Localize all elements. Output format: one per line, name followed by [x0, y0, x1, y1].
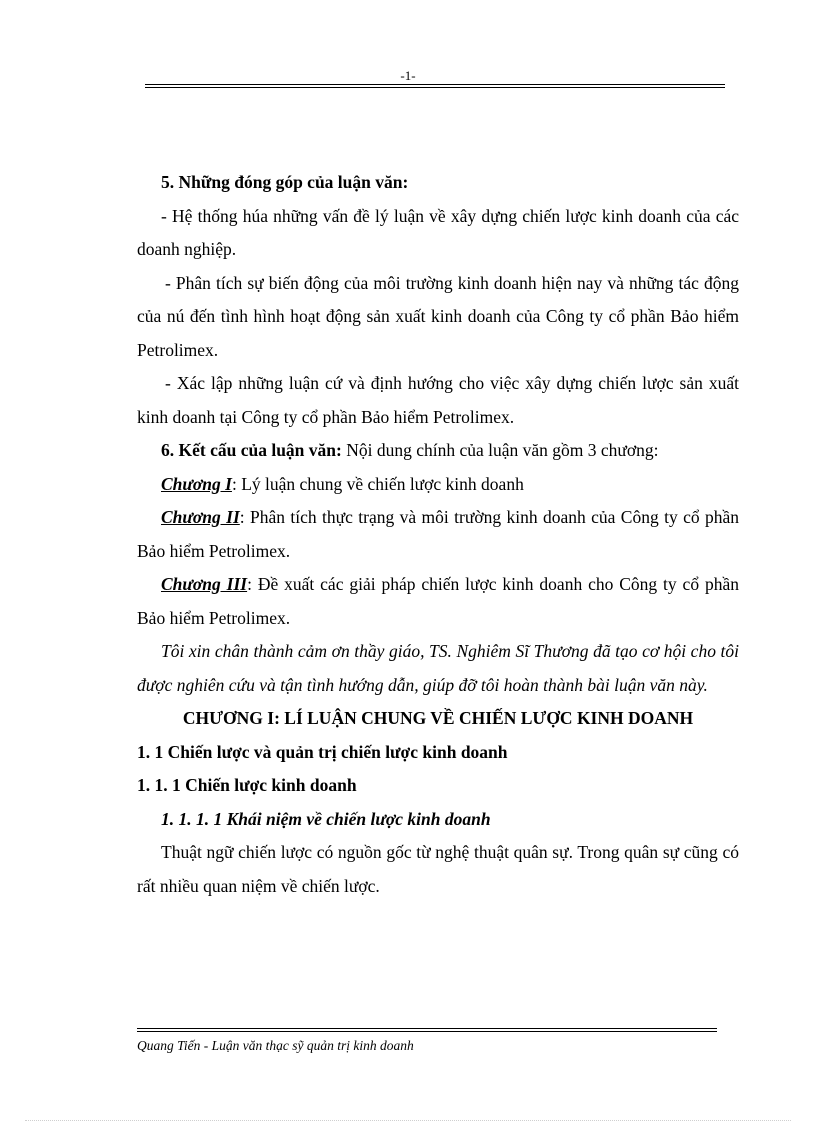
chapter-item-3 [137, 568, 739, 635]
footer-rule [137, 1028, 717, 1032]
chapter-label-2: Chương II [161, 507, 240, 527]
section5-heading: 5. Những đóng góp của luận văn: [161, 172, 409, 192]
contribution-item-1: - Hệ thống húa những vấn đề lý luận về xây dựng chiến lược kinh doanh của các doanh nghiệp. [137, 205, 739, 259]
chapter-text-1: : Lý luận chung về chiến lược kinh doanh [231, 473, 524, 494]
intro-paragraph: Thuật ngữ chiến lược có nguồn gốc từ nghệ thuật quân sự. Trong quân sự cũng có rất nhiều quan niệm về chiến lược. [137, 842, 739, 896]
chapter-text-3: : Đề xuất các giải pháp chiến lược kinh doanh cho Công ty cổ phần Bảo hiểm Petrolimex. [137, 574, 739, 628]
header-rule [145, 84, 725, 88]
chapter-label-1: Chương I [161, 473, 232, 494]
page-edge-dots [25, 1120, 791, 1121]
footer-text: Quang Tiến - Luận văn thạc sỹ quản trị kinh doanh [137, 1038, 414, 1053]
acknowledgement: Tôi xin chân thành cảm ơn thầy giáo, TS. Nghiêm Sĩ Thương đã tạo cơ hội cho tôi được nghiên cứu và tận tình hướng dẫn, giúp đỡ tôi hoàn thành bài luận văn này. [137, 641, 739, 695]
section6-heading: 6. Kết cấu của luận văn: [161, 440, 342, 460]
chapter-item-1 [137, 468, 739, 502]
chapter-text-2: : Phân tích thực trạng và môi trường kinh doanh của Công ty cổ phần Bảo hiểm Petrolimex. [137, 507, 740, 561]
contribution-item-2: - Phân tích sự biến động của môi trường kinh doanh hiện nay và những tác động của nú đến tình hình hoạt động sản xuất kinh doanh của Công ty cổ phần Bảo hiểm Petrolimex. [137, 272, 739, 360]
chapter-label-3: Chương III [161, 574, 248, 594]
structure-paragraph [137, 434, 739, 468]
page-number: -1- [400, 68, 416, 83]
document-body [137, 166, 739, 903]
heading-1-1-1: 1. 1. 1 Chiến lược kinh doanh [137, 775, 357, 795]
chapter1-title: CHƯƠNG I: LÍ LUẬN CHUNG VỀ CHIẾN LƯỢC KINH DOANH [182, 708, 694, 728]
chapter-item-2 [137, 501, 739, 568]
heading-1-1: 1. 1 Chiến lược và quản trị chiến lược kinh doanh [137, 741, 508, 762]
section6-text: Nội dung chính của luận văn gồm 3 chương: [341, 440, 659, 460]
heading-1-1-1-1: 1. 1. 1. 1 Khái niệm về chiến lược kinh doanh [161, 808, 491, 829]
contribution-item-3: - Xác lập những luận cứ và định hướng cho việc xây dựng chiến lược sản xuất kinh doanh tại Công ty cổ phần Bảo hiểm Petrolimex. [137, 373, 739, 427]
